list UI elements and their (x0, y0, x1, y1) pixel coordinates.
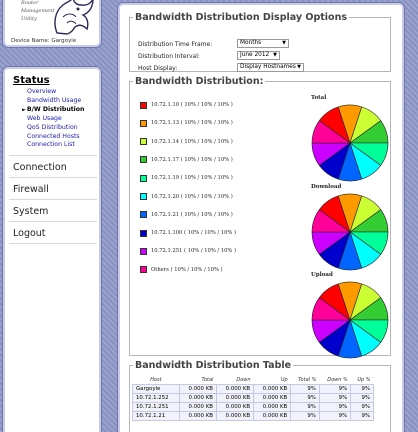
nav-divider (9, 221, 97, 222)
legend-label: Others ( 10% / 10% / 10% ) (151, 266, 223, 273)
table-cell: 9% (319, 403, 350, 412)
table-cell: 9% (351, 412, 374, 421)
interval-value: June 2012 (240, 52, 270, 58)
distribution-section (129, 76, 391, 356)
column-header: Up % (357, 377, 371, 383)
table-cell: 0.000 KB (254, 403, 291, 412)
table-cell: 10.72.1.21 (133, 412, 180, 421)
sidebar-item-overview[interactable]: Overview (27, 88, 57, 95)
nav-item-system[interactable]: System (13, 206, 49, 217)
column-header: Total % (298, 377, 317, 383)
legend-swatch (140, 230, 147, 237)
pie-title-upload: Upload (311, 272, 333, 278)
legend-item (140, 229, 236, 237)
table-cell: 0.000 KB (216, 403, 253, 412)
nav-divider (9, 177, 97, 178)
table-cell: 0.000 KB (179, 403, 216, 412)
legend-swatch (140, 138, 147, 145)
table-cell: 0.000 KB (179, 385, 216, 394)
legend-item (140, 119, 233, 127)
table-cell: 9% (291, 385, 320, 394)
gargoyle-logo-icon (49, 0, 95, 35)
table-cell: 9% (291, 394, 320, 403)
legend-label: 10.72.1.14 ( 10% / 10% / 10% ) (151, 138, 233, 145)
table-cell: 9% (291, 412, 320, 421)
logo-line: Management (21, 8, 55, 14)
interval-select[interactable] (237, 51, 280, 60)
time-frame-label: Distribution Time Frame: (138, 41, 213, 48)
distribution-table-title: Bandwidth Distribution Table (135, 360, 292, 371)
column-header: Down (236, 377, 251, 383)
column-header: Up (280, 377, 288, 383)
distribution-table (132, 376, 374, 421)
table-row (133, 394, 374, 403)
table-body (133, 385, 374, 421)
legend-label: 10.72.1.100 ( 10% / 10% / 10% ) (151, 230, 237, 237)
table-cell: 0.000 KB (254, 385, 291, 394)
legend-label: 10.72.1.10 ( 10% / 10% / 10% ) (151, 102, 233, 108)
display-options-section (129, 12, 391, 72)
legend-label: 10.72.1.20 ( 10% / 10% / 10% ) (151, 193, 233, 200)
logo-line: Router (21, 0, 39, 6)
table-cell: 9% (351, 394, 374, 403)
legend-label: 10.72.1.17 ( 10% / 10% / 10% ) (151, 156, 233, 163)
legend-swatch (140, 120, 147, 127)
legend-swatch (140, 193, 147, 200)
table-cell: 9% (319, 412, 350, 421)
table-cell: 9% (351, 403, 374, 412)
legend-swatch (140, 248, 147, 255)
table-cell: 9% (291, 403, 320, 412)
legend-swatch (140, 102, 147, 109)
table-cell: 10.72.1.251 (133, 403, 180, 412)
table-cell: 0.000 KB (254, 394, 291, 403)
pie-chart-download (311, 193, 389, 271)
table-row (133, 403, 374, 412)
nav-item-logout[interactable]: Logout (13, 228, 46, 239)
nav-divider (9, 199, 97, 200)
pie-chart-total (311, 104, 389, 182)
main-content (117, 2, 405, 432)
host-display-label: Host Display: (138, 65, 178, 72)
active-arrow-icon: ► (22, 106, 26, 113)
table-cell: 0.000 KB (179, 412, 216, 421)
chevron-down-icon: ▼ (273, 52, 277, 58)
pie-chart-upload (311, 281, 389, 359)
legend-swatch (140, 211, 147, 218)
chevron-down-icon: ▼ (282, 40, 286, 46)
sidebar-item-bandwidth-usage[interactable]: Bandwidth Usage (27, 96, 82, 104)
legend-item (140, 101, 233, 109)
sidebar-item-label: B/W Distribution (26, 105, 85, 113)
legend-swatch (140, 175, 147, 182)
table-cell: 10.72.1.252 (133, 394, 180, 403)
sidebar-item-bw-distribution[interactable] (22, 106, 84, 115)
legend-item (140, 211, 233, 219)
table-row (133, 385, 374, 394)
status-submenu (22, 88, 85, 150)
table-cell: 0.000 KB (216, 394, 253, 403)
sidebar-item-connected-hosts[interactable]: Connected Hosts (27, 132, 80, 140)
column-header: Host (150, 377, 162, 383)
table-cell: 9% (351, 385, 374, 394)
legend-item (140, 138, 233, 146)
table-row (133, 412, 374, 421)
table-cell: Gargoyle (133, 385, 180, 394)
table-cell: 9% (319, 385, 350, 394)
nav-item-firewall[interactable]: Firewall (13, 184, 49, 195)
table-cell: 0.000 KB (254, 412, 291, 421)
legend-item (140, 174, 233, 182)
host-display-select[interactable] (237, 63, 304, 72)
pie-title-download: Download (311, 184, 342, 190)
chevron-down-icon: ▼ (297, 64, 301, 70)
device-name: Device Name: Gargoyle (11, 38, 77, 44)
display-options-title: Bandwidth Distribution Display Options (135, 12, 347, 23)
column-header: Total (201, 377, 214, 383)
sidebar-nav (2, 66, 102, 432)
logo-line: Utility (21, 16, 37, 22)
interval-label: Distribution Interval: (138, 53, 200, 60)
column-header: Down % (327, 377, 348, 383)
table-cell: 0.000 KB (179, 394, 216, 403)
sidebar-item-connection-list[interactable]: Connection List (27, 141, 75, 149)
time-frame-value: Months (240, 40, 262, 46)
legend-item (140, 156, 233, 164)
host-display-value: Display Hostnames (240, 64, 296, 70)
legend-label: 10.72.1.19 ( 10% / 10% / 10% ) (151, 175, 233, 182)
legend-swatch (140, 266, 147, 273)
nav-divider (9, 155, 97, 156)
legend-label: 10.72.1.21 ( 10% / 10% / 10% ) (151, 211, 233, 218)
legend-item (140, 266, 223, 274)
sidebar-item-web-usage[interactable]: Web Usage (27, 114, 62, 122)
nav-divider (9, 243, 97, 244)
table-header-row (133, 376, 374, 385)
distribution-title: Bandwidth Distribution: (135, 76, 264, 87)
legend-label: 10.72.1.251 ( 10% / 10% / 10% ) (151, 248, 237, 255)
legend-item (140, 193, 233, 201)
legend-swatch (140, 156, 147, 163)
table-cell: 0.000 KB (216, 412, 253, 421)
nav-section-status[interactable]: Status (13, 75, 50, 86)
nav-item-connection[interactable]: Connection (13, 162, 67, 173)
pie-title-total: Total (311, 95, 327, 101)
legend-label: 10.72.1.13 ( 10% / 10% / 10% ) (151, 120, 233, 127)
logo-panel (2, 0, 102, 48)
sidebar-item-qos-distribution[interactable]: QoS Distribution (27, 123, 78, 131)
table-cell: 0.000 KB (216, 385, 253, 394)
time-frame-select[interactable] (237, 39, 289, 48)
legend-item (140, 247, 236, 255)
table-cell: 9% (319, 394, 350, 403)
